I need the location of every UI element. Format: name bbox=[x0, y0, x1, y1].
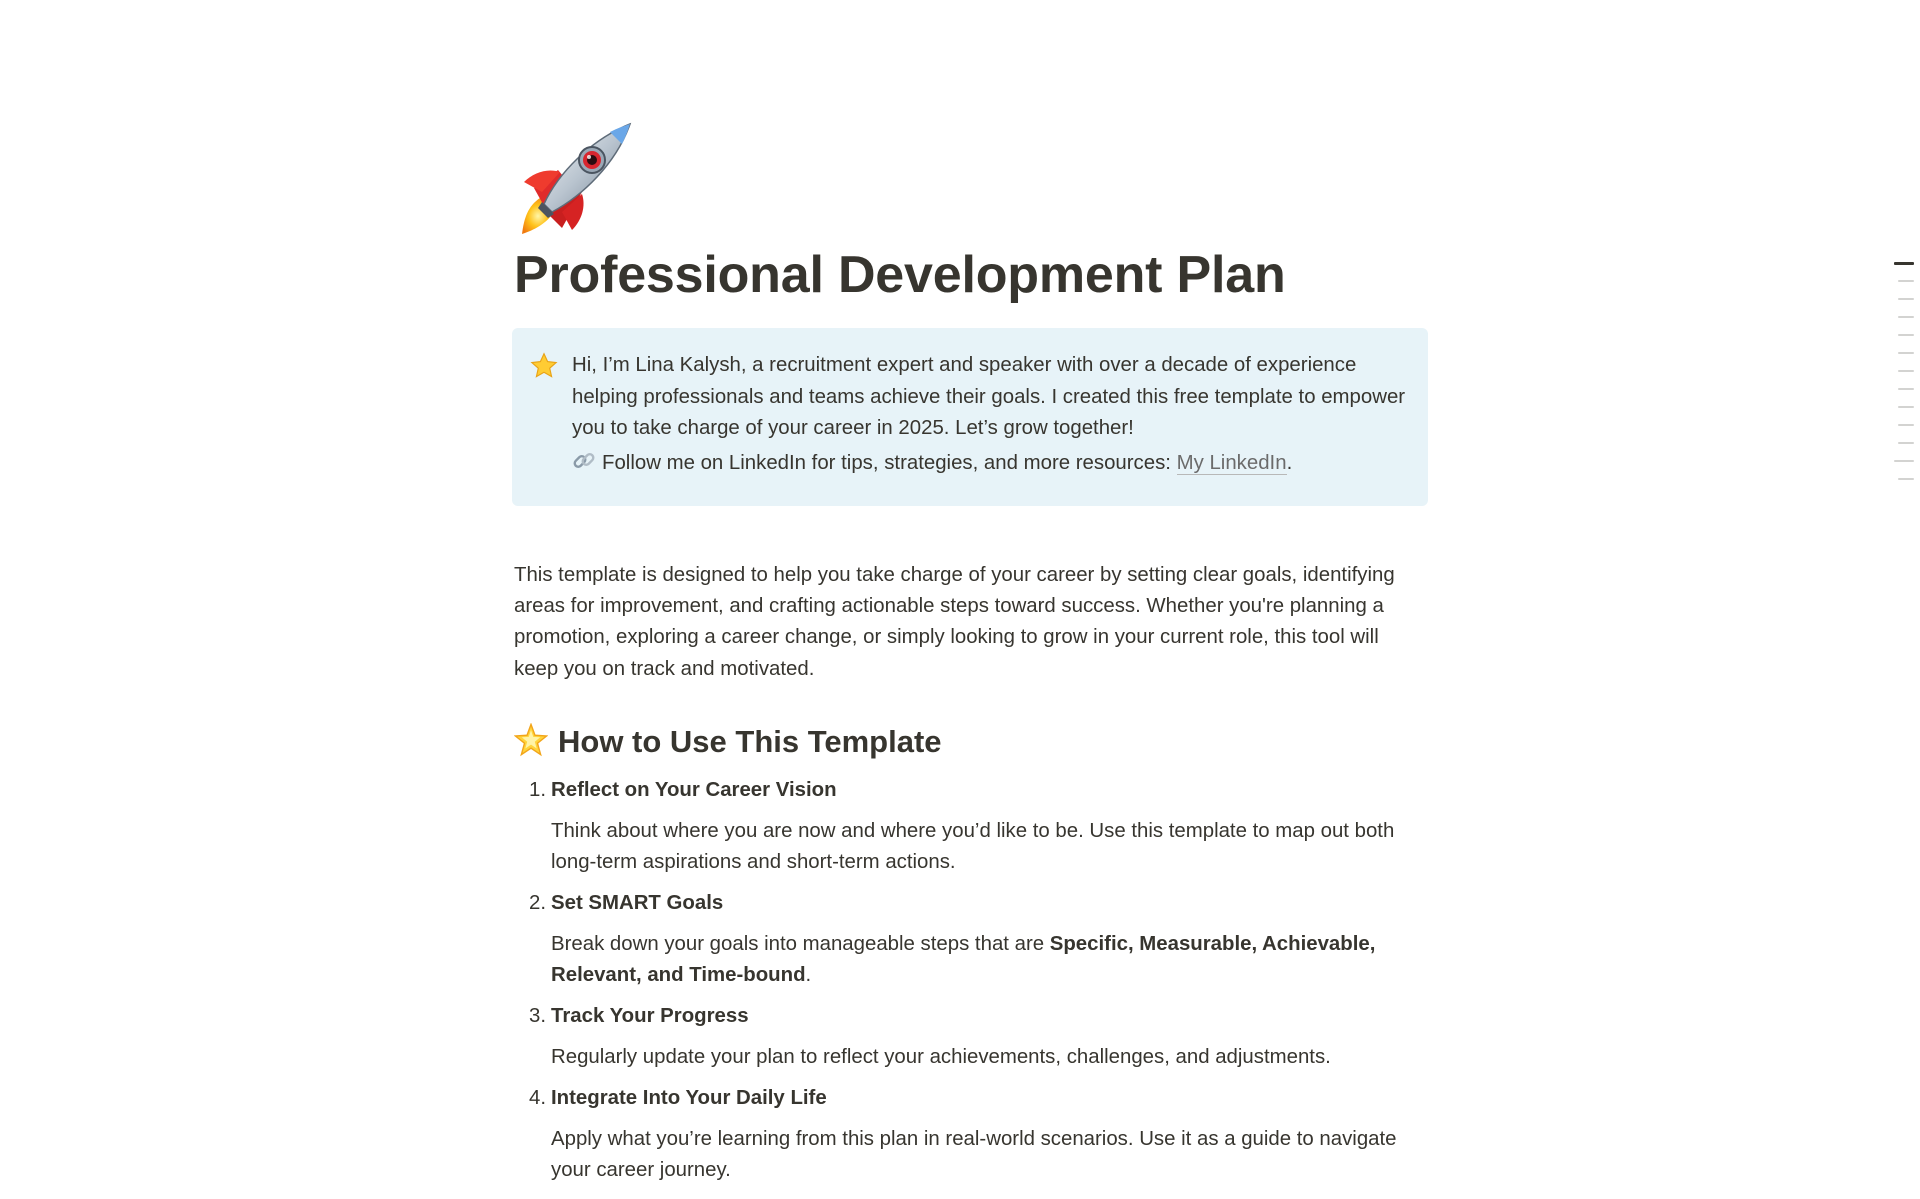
step-title: Integrate Into Your Daily Life bbox=[551, 1087, 827, 1109]
toc-item[interactable] bbox=[1898, 316, 1914, 318]
intro-paragraph: This template is designed to help you take charge of your career by setting clear goals, identifying areas for improvement, and crafting actionable steps toward success. Whether you're planning a promotion, exploring a career change, or simply looking to grow in your current role, this tool will keep you on track and motivated. bbox=[514, 564, 1395, 680]
toc-item[interactable] bbox=[1898, 370, 1914, 372]
smart-criteria: Specific, Measurable, Achievable, Relevant, and Time-bound bbox=[551, 933, 1376, 987]
glowing-star-icon bbox=[514, 723, 548, 757]
step-number: 3. bbox=[528, 1005, 546, 1027]
toc-item[interactable] bbox=[1898, 280, 1914, 282]
toc-item[interactable] bbox=[1898, 352, 1914, 354]
link-icon bbox=[572, 449, 596, 473]
toc-item[interactable] bbox=[1894, 460, 1914, 462]
rocket-icon[interactable] bbox=[514, 118, 636, 240]
step-number: 1. bbox=[528, 779, 546, 801]
step-description-suffix: . bbox=[805, 964, 812, 987]
follow-suffix: . bbox=[1286, 452, 1293, 474]
follow-text: Follow me on LinkedIn for tips, strategies, and more resources: bbox=[602, 452, 1177, 474]
how-to-heading-text: How to Use This Template bbox=[558, 724, 942, 759]
step-number: 4. bbox=[528, 1087, 546, 1109]
toc-item[interactable] bbox=[1898, 388, 1914, 390]
how-to-heading[interactable] bbox=[514, 718, 942, 766]
step-number: 2. bbox=[528, 892, 546, 914]
step-description bbox=[551, 929, 1431, 991]
intro-callout bbox=[512, 328, 1428, 506]
toc-item[interactable] bbox=[1898, 442, 1914, 444]
toc-item[interactable] bbox=[1898, 298, 1914, 300]
step-title: Track Your Progress bbox=[551, 1005, 749, 1027]
step-title: Set SMART Goals bbox=[551, 892, 724, 914]
step-description: Think about where you are now and where you’d like to be. Use this template to map out both long-term aspirations and short-term actions. bbox=[551, 820, 1395, 874]
toc-item[interactable] bbox=[1894, 262, 1914, 265]
page-title[interactable]: Professional Development Plan bbox=[514, 246, 1286, 304]
star-icon[interactable] bbox=[530, 352, 558, 380]
callout-text: Hi, I’m Lina Kalysh, a recruitment expert and speaker with over a decade of experience helping professionals and teams achieve their goals. I created this free template to empower you to take charge of your career in 2025. Let’s grow together! bbox=[572, 354, 1406, 439]
step-title: Reflect on Your Career Vision bbox=[551, 779, 837, 801]
callout-follow-line bbox=[572, 448, 1414, 480]
step-description: Apply what you’re learning from this plan in real-world scenarios. Use it as a guide to navigate your career journey. bbox=[551, 1128, 1397, 1182]
step-description: Regularly update your plan to reflect your achievements, challenges, and adjustments. bbox=[551, 1046, 1331, 1068]
toc-item[interactable] bbox=[1898, 406, 1914, 408]
linkedin-link[interactable]: My LinkedIn bbox=[1176, 452, 1287, 474]
step-description-text: Break down your goals into manageable steps that are bbox=[551, 933, 1050, 955]
toc-item[interactable] bbox=[1898, 424, 1914, 426]
toc-item[interactable] bbox=[1898, 334, 1914, 336]
toc-item[interactable] bbox=[1898, 478, 1914, 480]
